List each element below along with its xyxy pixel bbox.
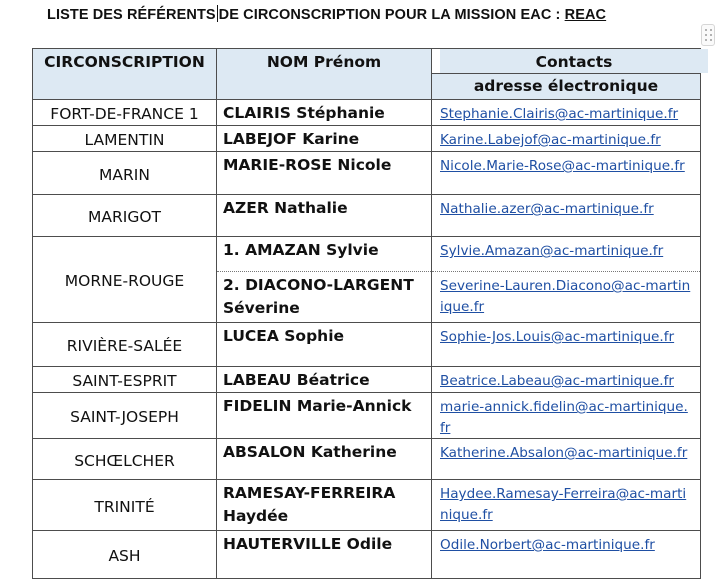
- table-row: [33, 531, 701, 579]
- cell-circonscription: MARIGOT: [33, 195, 217, 237]
- email-link[interactable]: Severine-Lauren.Diacono@ac-martinique.fr: [440, 278, 691, 315]
- cell-email: [432, 393, 701, 439]
- table-row: [33, 367, 701, 393]
- cell-email: [432, 439, 701, 480]
- cell-email: [432, 272, 701, 323]
- table-row: [33, 480, 701, 531]
- cell-email: [432, 126, 701, 152]
- cell-name: AZER Nathalie: [217, 195, 432, 237]
- title-part-3: REAC: [564, 7, 607, 23]
- cell-name: CLAIRIS Stéphanie: [217, 100, 432, 126]
- cell-circonscription: ASH: [33, 531, 217, 579]
- cell-circonscription: SAINT-JOSEPH: [33, 393, 217, 439]
- header-contacts: Contacts: [440, 49, 709, 74]
- cell-email: [432, 152, 701, 195]
- header-circonscription: CIRCONSCRIPTION: [33, 49, 217, 100]
- cell-circonscription: MARIN: [33, 152, 217, 195]
- table-row: [33, 237, 701, 272]
- cell-name: 2. DIACONO-LARGENT Séverine: [217, 272, 432, 323]
- cell-email: [432, 195, 701, 237]
- email-link[interactable]: Nathalie.azer@ac-martinique.fr: [440, 201, 654, 217]
- cell-name: MARIE-ROSE Nicole: [217, 152, 432, 195]
- email-link[interactable]: Sylvie.Amazan@ac-martinique.fr: [440, 243, 664, 259]
- email-link[interactable]: Beatrice.Labeau@ac-martinique.fr: [440, 373, 674, 389]
- cell-circonscription: TRINITÉ: [33, 480, 217, 531]
- cell-email: [432, 323, 701, 367]
- email-link[interactable]: Katherine.Absalon@ac-martinique.fr: [440, 445, 688, 461]
- cell-name: LABEJOF Karine: [217, 126, 432, 152]
- table-row: [33, 323, 701, 367]
- cell-circonscription: FORT-DE-FRANCE 1: [33, 100, 217, 126]
- cell-email: [432, 531, 701, 579]
- referents-table: [32, 48, 701, 579]
- table-row: [33, 126, 701, 152]
- header-nom-prenom: NOM Prénom: [217, 49, 432, 100]
- table-row: [33, 100, 701, 126]
- table-row: [33, 195, 701, 237]
- email-link[interactable]: Stephanie.Clairis@ac-martinique.fr: [440, 106, 679, 122]
- cell-email: [432, 237, 701, 272]
- cell-name: ABSALON Katherine: [217, 439, 432, 480]
- cell-email: [432, 100, 701, 126]
- cell-name: RAMESAY-FERREIRA Haydée: [217, 480, 432, 531]
- email-link[interactable]: Haydee.Ramesay-Ferreira@ac-martinique.fr: [440, 486, 687, 523]
- title-part-1: LISTE DES RÉFÉRENTS: [47, 7, 216, 23]
- table-row: [33, 393, 701, 439]
- cell-circonscription: SAINT-ESPRIT: [33, 367, 217, 393]
- email-link[interactable]: Karine.Labejof@ac-martinique.fr: [440, 132, 661, 148]
- email-link[interactable]: Odile.Norbert@ac-martinique.fr: [440, 537, 655, 553]
- table-move-handle-icon[interactable]: [701, 24, 715, 46]
- title-part-2: DE CIRCONSCRIPTION POUR LA MISSION EAC :: [218, 7, 565, 23]
- email-link[interactable]: Sophie-Jos.Louis@ac-martinique.fr: [440, 329, 675, 345]
- email-link[interactable]: marie-annick.fidelin@ac-martinique.fr: [440, 399, 688, 436]
- cell-circonscription: LAMENTIN: [33, 126, 217, 152]
- cell-name: LUCEA Sophie: [217, 323, 432, 367]
- cell-circonscription: MORNE-ROUGE: [33, 237, 217, 323]
- table-row: [33, 439, 701, 480]
- cell-email: [432, 367, 701, 393]
- cell-name: 1. AMAZAN Sylvie: [217, 237, 432, 272]
- cell-circonscription: RIVIÈRE-SALÉE: [33, 323, 217, 367]
- email-link[interactable]: Nicole.Marie-Rose@ac-martinique.fr: [440, 158, 685, 174]
- document-title: [47, 5, 606, 23]
- cell-email: [432, 480, 701, 531]
- table-row: [33, 152, 701, 195]
- cell-name: FIDELIN Marie-Annick: [217, 393, 432, 439]
- text-cursor: [217, 5, 218, 22]
- header-email: adresse électronique: [432, 74, 701, 100]
- cell-name: HAUTERVILLE Odile: [217, 531, 432, 579]
- cell-circonscription: SCHŒLCHER: [33, 439, 217, 480]
- cell-name: LABEAU Béatrice: [217, 367, 432, 393]
